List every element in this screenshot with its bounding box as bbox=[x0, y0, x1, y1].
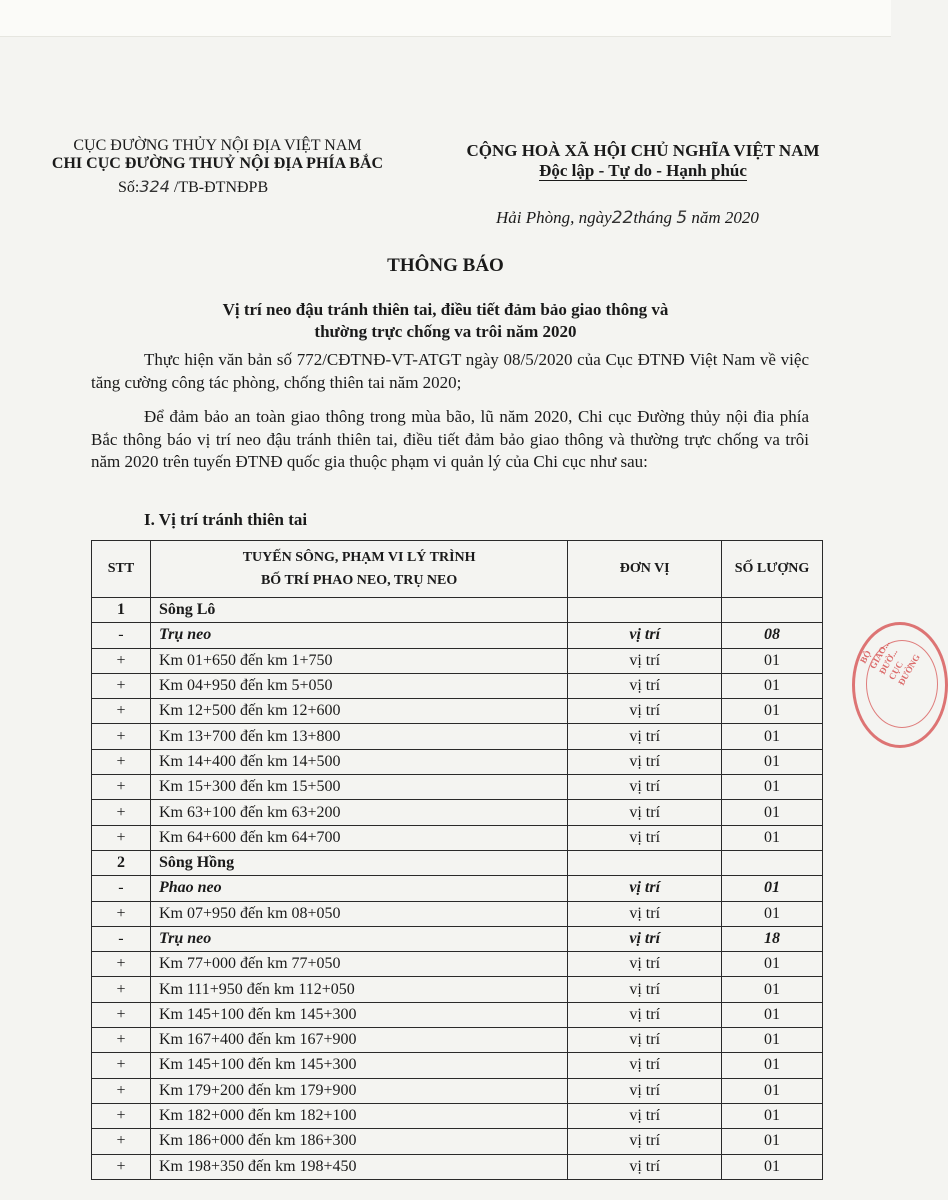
cell-stt: + bbox=[92, 749, 151, 774]
doc-no-handwritten: 324 bbox=[139, 177, 170, 196]
national-heading bbox=[428, 141, 858, 181]
cell-stt: 2 bbox=[92, 850, 151, 875]
cell-route: Km 182+000 đến km 182+100 bbox=[150, 1103, 567, 1128]
cell-stt: 1 bbox=[92, 598, 151, 623]
cell-unit: vị trí bbox=[568, 648, 722, 673]
cell-unit: vị trí bbox=[568, 1154, 722, 1179]
parent-organization: CỤC ĐƯỜNG THỦY NỘI ĐỊA VIỆT NAM bbox=[73, 137, 362, 154]
cell-unit: vị trí bbox=[568, 1103, 722, 1128]
cell-unit: vị trí bbox=[568, 699, 722, 724]
cell-route: Km 12+500 đến km 12+600 bbox=[150, 699, 567, 724]
cell-stt: + bbox=[92, 1103, 151, 1128]
cell-quantity: 01 bbox=[722, 1002, 823, 1027]
table-row bbox=[92, 1078, 823, 1103]
cell-stt: + bbox=[92, 1154, 151, 1179]
cell-route: Phao neo bbox=[150, 876, 567, 901]
subtitle-line-1: Vị trí neo đậu tránh thiên tai, điều tiết đảm bảo giao thông và bbox=[222, 300, 669, 319]
cell-quantity: 01 bbox=[722, 1154, 823, 1179]
document-number bbox=[118, 177, 405, 197]
table-row bbox=[92, 800, 823, 825]
cell-route: Km 07+950 đến km 08+050 bbox=[150, 901, 567, 926]
table-row bbox=[92, 673, 823, 698]
cell-quantity: 01 bbox=[722, 775, 823, 800]
cell-route: Km 01+650 đến km 1+750 bbox=[150, 648, 567, 673]
cell-stt: + bbox=[92, 825, 151, 850]
cell-route: Km 14+400 đến km 14+500 bbox=[150, 749, 567, 774]
cell-route: Km 13+700 đến km 13+800 bbox=[150, 724, 567, 749]
cell-unit: vị trí bbox=[568, 876, 722, 901]
header-quantity: SỐ LƯỢNG bbox=[722, 541, 823, 598]
cell-quantity: 01 bbox=[722, 800, 823, 825]
issuer-block bbox=[30, 137, 405, 197]
cell-route: Trụ neo bbox=[150, 623, 567, 648]
table-row bbox=[92, 648, 823, 673]
organization-name: CHI CỤC ĐƯỜNG THUỶ NỘI ĐỊA PHÍA BẮC bbox=[51, 155, 384, 172]
header-stt: STT bbox=[92, 541, 151, 598]
table-row bbox=[92, 724, 823, 749]
table-row bbox=[92, 952, 823, 977]
cell-stt: + bbox=[92, 977, 151, 1002]
cell-stt: + bbox=[92, 648, 151, 673]
date-month-handwritten: 5 bbox=[676, 208, 688, 228]
cell-quantity: 01 bbox=[722, 977, 823, 1002]
cell-route: Km 63+100 đến km 63+200 bbox=[150, 800, 567, 825]
red-seal-text: BỘ GIAO... ĐƯỜ... CỤC ĐƯỜNG bbox=[858, 638, 922, 687]
cell-quantity: 01 bbox=[722, 952, 823, 977]
table-row bbox=[92, 926, 823, 951]
paragraph-reference: Thực hiện văn bản số 772/CĐTNĐ-VT-ATGT ngày 08/5/2020 của Cục ĐTNĐ Việt Nam về việc tăng cường công tác phòng, chống thiên tai năm 2020; bbox=[91, 350, 809, 392]
subtitle-line-2: thường trực chống va trôi năm 2020 bbox=[314, 322, 577, 341]
cell-quantity: 01 bbox=[722, 749, 823, 774]
cell-stt: + bbox=[92, 724, 151, 749]
cell-route: Sông Lô bbox=[150, 598, 567, 623]
cell-unit: vị trí bbox=[568, 749, 722, 774]
section-heading: I. Vị trí tránh thiên tai bbox=[144, 510, 308, 529]
table-row bbox=[92, 1002, 823, 1027]
cell-stt: + bbox=[92, 952, 151, 977]
cell-quantity: 18 bbox=[722, 926, 823, 951]
table-row bbox=[92, 876, 823, 901]
cell-unit: vị trí bbox=[568, 1028, 722, 1053]
cell-quantity: 01 bbox=[722, 825, 823, 850]
cell-route: Sông Hồng bbox=[150, 850, 567, 875]
table-row bbox=[92, 1154, 823, 1179]
table-row bbox=[92, 1103, 823, 1128]
cell-stt: + bbox=[92, 775, 151, 800]
header-route-line-1: TUYẾN SÔNG, PHẠM VI LÝ TRÌNH bbox=[242, 550, 476, 565]
cell-quantity: 08 bbox=[722, 623, 823, 648]
paragraph-purpose: Để đảm bảo an toàn giao thông trong mùa bão, lũ năm 2020, Chi cục Đường thủy nội đia phía Bắc thông báo vị trí neo đậu tránh thiên tai, điều tiết đảm bảo giao thông và thường trực chống va trôi năm 2020 trên tuyến ĐTNĐ quốc gia thuộc phạm vi quản lý của Chi cục như sau: bbox=[91, 407, 809, 471]
cell-quantity: 01 bbox=[722, 1129, 823, 1154]
date-place: Hải Phòng, ngày bbox=[496, 208, 612, 227]
mooring-positions-table bbox=[91, 540, 823, 1180]
table-row bbox=[92, 1053, 823, 1078]
cell-stt: + bbox=[92, 1028, 151, 1053]
cell-unit: vị trí bbox=[568, 1053, 722, 1078]
cell-unit bbox=[568, 850, 722, 875]
cell-stt: + bbox=[92, 673, 151, 698]
issue-date bbox=[496, 208, 759, 228]
cell-route: Km 186+000 đến km 186+300 bbox=[150, 1129, 567, 1154]
cell-stt: + bbox=[92, 1078, 151, 1103]
table-row bbox=[92, 850, 823, 875]
cell-stt: + bbox=[92, 699, 151, 724]
doc-no-prefix: Số: bbox=[118, 179, 140, 196]
header-route bbox=[150, 541, 567, 598]
table-row bbox=[92, 825, 823, 850]
cell-route: Km 111+950 đến km 112+050 bbox=[150, 977, 567, 1002]
cell-quantity: 01 bbox=[722, 699, 823, 724]
cell-unit bbox=[568, 598, 722, 623]
cell-quantity: 01 bbox=[722, 1103, 823, 1128]
cell-route: Km 145+100 đến km 145+300 bbox=[150, 1053, 567, 1078]
cell-stt: + bbox=[92, 1002, 151, 1027]
cell-quantity bbox=[722, 850, 823, 875]
cell-unit: vị trí bbox=[568, 825, 722, 850]
cell-stt: - bbox=[92, 926, 151, 951]
cell-quantity: 01 bbox=[722, 1053, 823, 1078]
cell-route: Km 145+100 đến km 145+300 bbox=[150, 1002, 567, 1027]
table-row bbox=[92, 699, 823, 724]
doc-no-suffix: /TB-ĐTNĐPB bbox=[169, 179, 269, 196]
table-row bbox=[92, 749, 823, 774]
document-title: THÔNG BÁO bbox=[387, 255, 504, 276]
cell-route: Km 179+200 đến km 179+900 bbox=[150, 1078, 567, 1103]
cell-stt: + bbox=[92, 1129, 151, 1154]
cell-unit: vị trí bbox=[568, 952, 722, 977]
page-top-band bbox=[0, 0, 891, 37]
cell-stt: - bbox=[92, 623, 151, 648]
table-row bbox=[92, 1028, 823, 1053]
country-name: CỘNG HOÀ XÃ HỘI CHỦ NGHĨA VIỆT NAM bbox=[466, 141, 820, 160]
cell-route: Km 64+600 đến km 64+700 bbox=[150, 825, 567, 850]
cell-unit: vị trí bbox=[568, 1129, 722, 1154]
cell-route: Km 15+300 đến km 15+500 bbox=[150, 775, 567, 800]
cell-unit: vị trí bbox=[568, 800, 722, 825]
table-row bbox=[92, 775, 823, 800]
cell-quantity bbox=[722, 598, 823, 623]
table-row bbox=[92, 623, 823, 648]
table-row bbox=[92, 901, 823, 926]
cell-quantity: 01 bbox=[722, 724, 823, 749]
header-unit: ĐƠN VỊ bbox=[568, 541, 722, 598]
cell-quantity: 01 bbox=[722, 648, 823, 673]
cell-unit: vị trí bbox=[568, 775, 722, 800]
cell-unit: vị trí bbox=[568, 673, 722, 698]
cell-quantity: 01 bbox=[722, 876, 823, 901]
table-row bbox=[92, 977, 823, 1002]
date-year-label: năm 2020 bbox=[687, 208, 759, 227]
date-day-handwritten: 22 bbox=[611, 208, 634, 228]
cell-quantity: 01 bbox=[722, 901, 823, 926]
cell-route: Trụ neo bbox=[150, 926, 567, 951]
date-month-label: tháng bbox=[633, 208, 677, 227]
cell-unit: vị trí bbox=[568, 1078, 722, 1103]
table-header-row bbox=[92, 541, 823, 598]
national-motto: Độc lập - Tự do - Hạnh phúc bbox=[539, 161, 747, 180]
cell-stt: - bbox=[92, 876, 151, 901]
cell-route: Km 77+000 đến km 77+050 bbox=[150, 952, 567, 977]
cell-route: Km 167+400 đến km 167+900 bbox=[150, 1028, 567, 1053]
header-route-line-2: BỐ TRÍ PHAO NEO, TRỤ NEO bbox=[260, 573, 458, 588]
cell-unit: vị trí bbox=[568, 977, 722, 1002]
table-row bbox=[92, 1129, 823, 1154]
cell-quantity: 01 bbox=[722, 1078, 823, 1103]
cell-unit: vị trí bbox=[568, 926, 722, 951]
cell-unit: vị trí bbox=[568, 623, 722, 648]
cell-route: Km 198+350 đến km 198+450 bbox=[150, 1154, 567, 1179]
cell-unit: vị trí bbox=[568, 901, 722, 926]
cell-unit: vị trí bbox=[568, 1002, 722, 1027]
cell-unit: vị trí bbox=[568, 724, 722, 749]
cell-quantity: 01 bbox=[722, 1028, 823, 1053]
table-row bbox=[92, 598, 823, 623]
cell-route: Km 04+950 đến km 5+050 bbox=[150, 673, 567, 698]
document-subtitle bbox=[0, 299, 891, 343]
cell-quantity: 01 bbox=[722, 673, 823, 698]
cell-stt: + bbox=[92, 901, 151, 926]
cell-stt: + bbox=[92, 800, 151, 825]
cell-stt: + bbox=[92, 1053, 151, 1078]
